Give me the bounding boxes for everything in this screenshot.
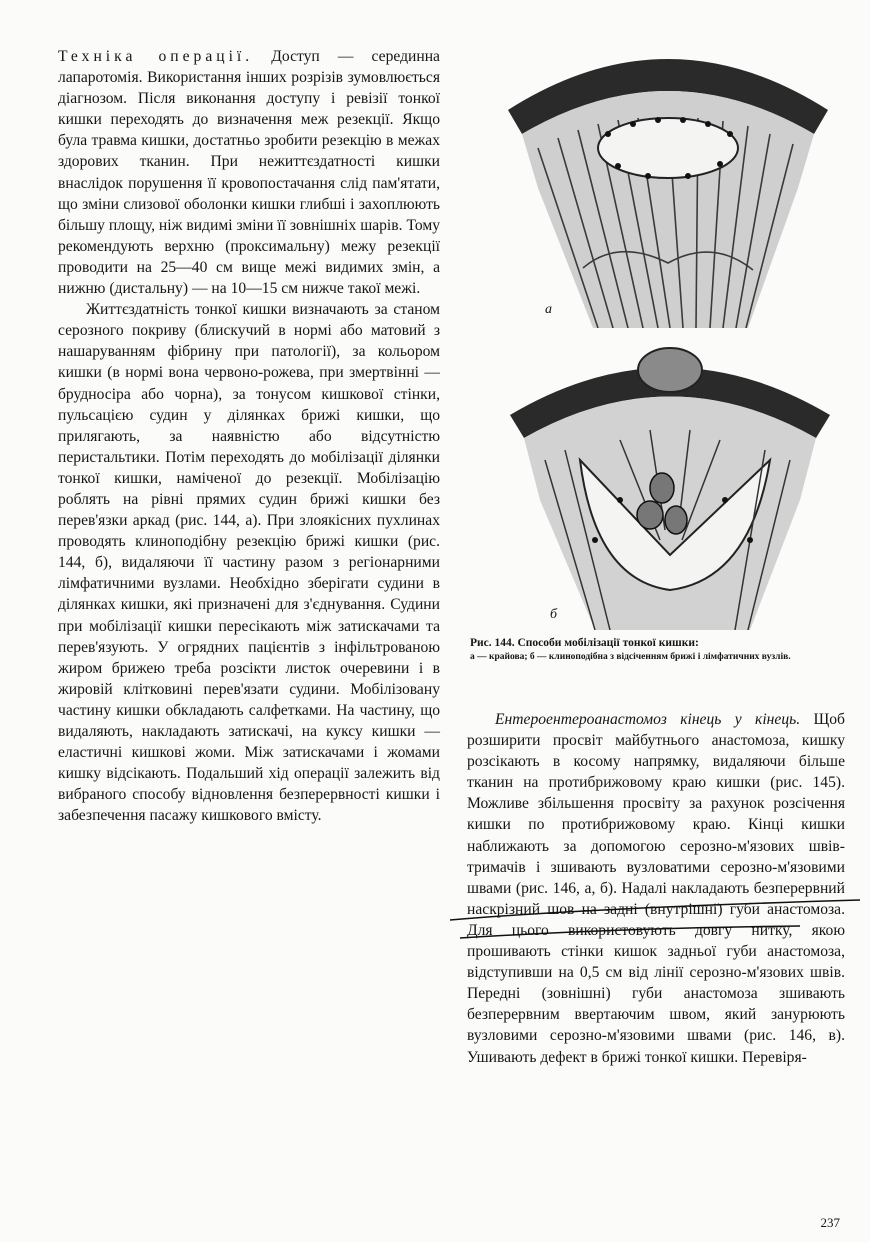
paragraph-viability: Життєздатність тонкої кишки визначають за станом серозного покриву (блискучий в нормі або матовий з нашаруванням фібрину при патології), за кольором кишки (в нормі вона червоно-рожева, при змертвінні — брудносіра або чорна), за тонусом кишкової стінки, пульсацією судин у ділянках брижі кишки, що прилягають, за наявністю або відсутністю перистальтики. Потім переходять до мобілізації ділянки тонкої кишки, наміченої до резекції. Мобілізацію роблять на рівні прямих судин брижі кишки без перев'язки аркад (рис. 144, а). При злоякісних пухлинах проводять клиноподібну резекцію брижі кишки (рис. 144, б), видаляючи її частину разом з регіонарними лімфатичними вузлами. Необхідно зберігати судини в ділянках кишки, які призначені для з'єднування. Судини при мобілізації кишки пересікають між затискачами та перев'язують. У огрядних пацієнтів з інфільтрованою жиром брижею треба розсікти листок очеревини і в жировій клітковині перев'язати судини. Мобілізовану частину кишки обкладають салфетками. На частину, що видаляють, накладають затискачі, на куксу кишки — еластичні кишкові жоми. Між затискачами і жомами кишку відсікають. Подальший хід операції залежить від вибраного способу відновлення безперервності кишки і забезпечення пасажу кишкового вмісту. (58, 301, 440, 825)
paragraph-anastomosis (467, 709, 845, 1068)
handwritten-underline-marks (440, 890, 860, 950)
paragraph-technique-text: Доступ — серединна лапаротомія. Використання інших розрізів зумовлюється діагнозом. Після виконання доступу і ревізії тонкої кишки переходять до визначення меж резекції. Якщо була травма кишки, достатньо зробити резекцію в межах здорових тканин. При нежиттєздатності кишки внаслідок порушення її кровопостачання слід пам'ятати, що зміни слизової оболонки кишки глибші і захоплюють більшу площу, ніж видимі зміни її зовнішніх шарів. Тому рекомендують верхню (проксимальну) межу резекції проводити на 25—40 см вище межі видимих змін, а нижню (дистальну) — на 10—15 см нижче такої межі. (58, 48, 440, 298)
anastomosis-heading: Ентероентероанастомоз кінець у кінець. (495, 711, 801, 728)
left-text-column (58, 46, 440, 826)
figure-144a-illustration (498, 38, 838, 328)
figure-label-a: а (545, 302, 552, 317)
page-number: 237 (820, 1215, 840, 1230)
figure-caption-legend: а — крайова; б — клиноподібна з відсіченням брижі і лімфатичних вузлів. (470, 652, 791, 662)
paragraph-technique (58, 46, 440, 299)
figure-label-b: б (550, 607, 558, 622)
right-text-column (467, 709, 845, 1068)
figure-caption-title: Рис. 144. Способи мобілізації тонкої кишки: (470, 637, 699, 649)
anastomosis-text: Щоб розширити просвіт майбутнього анастомоза, кишку розсікають в косому напрямку, видаляючи більше тканин на протибрижовому краю кишки (рис. 145). Можливе збільшення просвіту за рахунок розсічення кишки по протибрижовому краю. Кінці кишки наближають за допомогою серозно-м'язових швів-тримачів і зшивають вузловатими серозно-м'язовими швами (рис. 146, а, б). Надалі накладають безперервний наскрізний шов на задні (внутрішні) губи анастомоза. Для цього використовують довгу нитку, якою прошивають стінки кишок задньої губи анастомоза, відступивши на 0,5 см від лінії серозно-м'язових швів. Передні (зовнішні) губи анастомоза зшивають безперервним ввертаючим швом, який занурюють вузловими серозно-м'язовими швами (рис. 146, в). Ушивають дефект в брижі тонкої кишки. Перевіря- (467, 711, 845, 1066)
figure-caption (470, 636, 848, 663)
figure-144b-illustration (500, 340, 840, 630)
section-heading-spaced: Техніка операції. (58, 48, 254, 65)
